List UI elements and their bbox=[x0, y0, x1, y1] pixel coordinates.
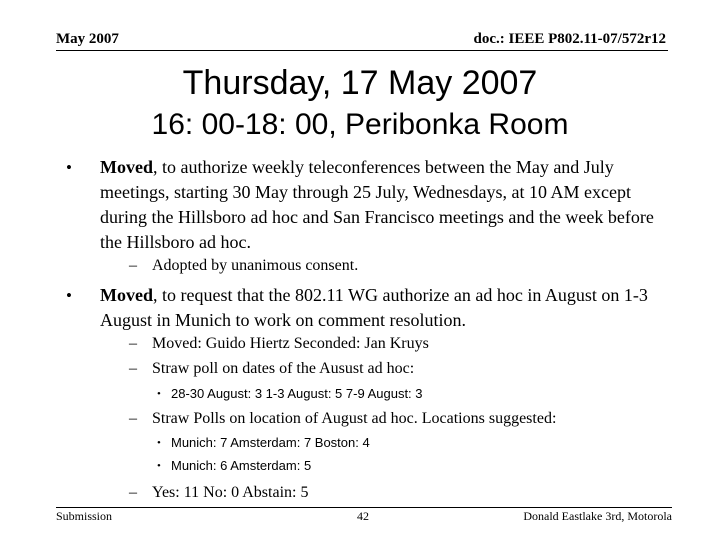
bullet-marker: • bbox=[157, 388, 161, 400]
bullet-marker: • bbox=[157, 460, 161, 472]
bullet-marker: • bbox=[66, 158, 72, 177]
dash-marker: – bbox=[129, 360, 137, 377]
vote-result: Yes: 11 No: 0 Abstain: 5 bbox=[152, 484, 309, 501]
dash-marker: – bbox=[129, 484, 137, 501]
page-number: 42 bbox=[357, 509, 369, 523]
motion-1-lead: Moved bbox=[100, 157, 153, 177]
straw-poll-location-results-2: Munich: 6 Amsterdam: 5 bbox=[171, 458, 312, 473]
motion-2 bbox=[100, 283, 670, 333]
motion-1 bbox=[100, 155, 670, 255]
straw-poll-location: Straw Polls on location of August ad hoc. Locations suggested: bbox=[152, 410, 557, 427]
bullet-marker: • bbox=[157, 437, 161, 449]
motion-1-result: Adopted by unanimous consent. bbox=[152, 257, 359, 274]
motion-2-mover: Moved: Guido Hiertz Seconded: Jan Kruys bbox=[152, 335, 429, 352]
slide-title: Thursday, 17 May 2007 bbox=[182, 64, 538, 102]
motion-1-text: , to authorize weekly teleconferences between the May and July meetings, starting 30 May through 25 July, Wednesdays, at 10 AM except during the Hillsboro ad hoc and San Francisco meetings and the week before the Hillsboro ad hoc. bbox=[100, 157, 654, 252]
footer-author: Donald Eastlake 3rd, Motorola bbox=[523, 509, 672, 523]
footer-submission: Submission bbox=[56, 509, 113, 523]
bullet-marker: • bbox=[66, 286, 72, 305]
header-doc-id: doc.: IEEE P802.11-07/572r12 bbox=[473, 31, 666, 47]
slide-subtitle: 16: 00-18: 00, Peribonka Room bbox=[151, 108, 569, 141]
straw-poll-dates: Straw poll on dates of the Ausust ad hoc: bbox=[152, 360, 415, 377]
straw-poll-dates-results: 28-30 August: 3 1-3 August: 5 7-9 August: 3 bbox=[171, 386, 423, 401]
footer-rule bbox=[56, 507, 672, 508]
dash-marker: – bbox=[129, 257, 137, 274]
motion-2-text: , to request that the 802.11 WG authorize an ad hoc in August on 1-3 August in Munich to work on comment resolution. bbox=[100, 285, 648, 330]
straw-poll-location-results-1: Munich: 7 Amsterdam: 7 Boston: 4 bbox=[171, 435, 370, 450]
motion-2-lead: Moved bbox=[100, 285, 153, 305]
header-date: May 2007 bbox=[56, 31, 119, 47]
dash-marker: – bbox=[129, 335, 137, 352]
dash-marker: – bbox=[129, 410, 137, 427]
